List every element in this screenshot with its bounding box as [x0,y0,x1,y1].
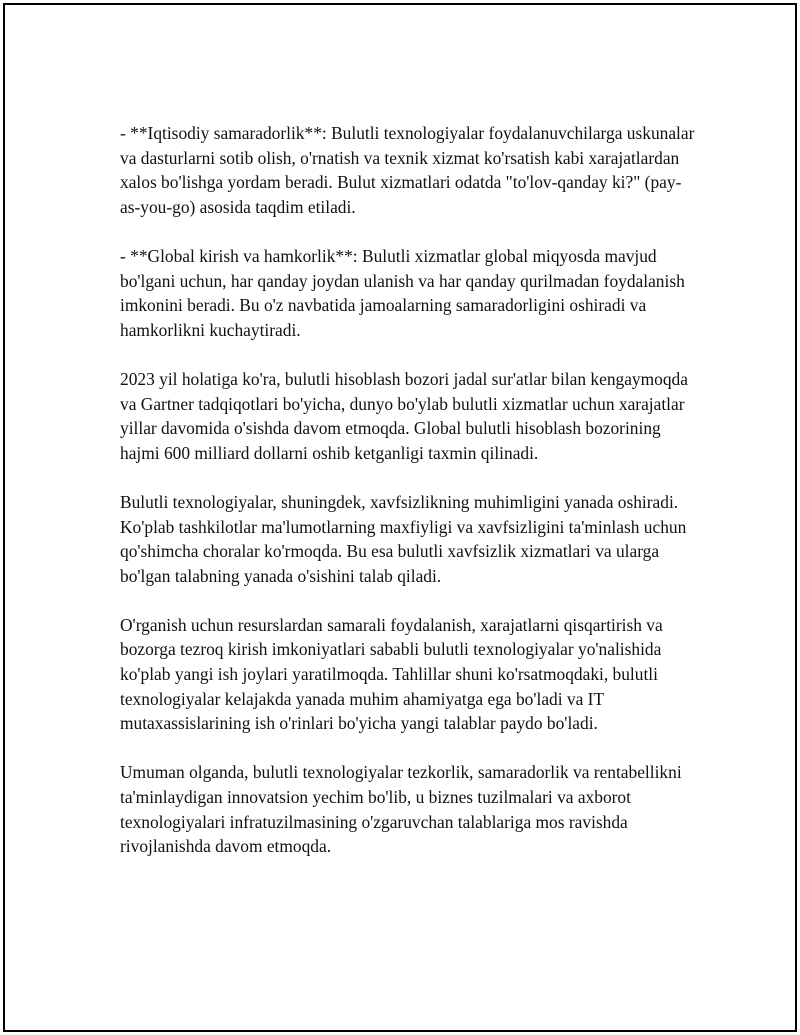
page-frame [3,3,797,1032]
paragraph-market-2023: 2023 yil holatiga ko'ra, bulutli hisoblash bozori jadal sur'atlar bilan kengaymoqda va Gartner tadqiqotlari bo'yicha, dunyo bo'ylab bulutli xizmatlar uchun xarajatlar yillar davomida o'sishda davom etmoqda. Global bulutli hisoblash bozorining hajmi 600 milliard dollarni oshib ketganligi taxmin qilinadi. [120,368,688,463]
paragraph-economic-efficiency: - **Iqtisodiy samaradorlik**: Bulutli texnologiyalar foydalanuvchilarga uskunalar va dasturlarni sotib olish, o'rnatish va texnik xizmat ko'rsatish kabi xarajatlardan xalos bo'lishga yordam beradi. Bulut xizmatlari odatda "to'lov-qanday ki?" (pay-as-you-go) asosida taqdim etiladi. [120,123,695,217]
paragraph-jobs: O'rganish uchun resurslardan samarali foydalanish, xarajatlarni qisqartirish va bozorga tezroq kirish imkoniyatlari sababli bulutli texnologiyalar yo'nalishida ko'plab yangi ish joylari yaratilmoqda. Tahlillar shuni ko'rsatmoqdaki, bulutli texnologiyalar kelajakda yanada muhim ahamiyatga ega bo'ladi va IT mutaxassislarining ish o'rinlari bo'yicha yangi talablar paydo bo'ladi. [120,614,663,734]
paragraph-security: Bulutli texnologiyalar, shuningdek, xavfsizlikning muhimligini yanada oshiradi. Ko'plab tashkilotlar ma'lumotlarning maxfiyligi va xavfsizligini ta'minlash uchun qo'shimcha choralar ko'rmoqda. Bu esa bulutli xavfsizlik xizmatlari va ularga bo'lgan talabning yanada o'sishini talab qiladi. [120,491,687,586]
paragraph-global-access: - **Global kirish va hamkorlik**: Bulutli xizmatlar global miqyosda mavjud bo'lgani uchun, har qanday joydan ulanish va har qanday qurilmadan foydalanish imkonini beradi. Bu o'z navbatida jamoalarning samaradorligini oshiradi va hamkorlikni kuchaytiradi. [120,245,685,340]
paragraph-conclusion: Umuman olganda, bulutli texnologiyalar tezkorlik, samaradorlik va rentabellikni ta'minlaydigan innovatsion yechim bo'lib, u biznes tuzilmalari va axborot texnologiyalari infratuzilmasining o'zgaruvchan talablariga mos ravishda rivojlanishda davom etmoqda. [120,762,682,857]
document-body [120,121,700,883]
